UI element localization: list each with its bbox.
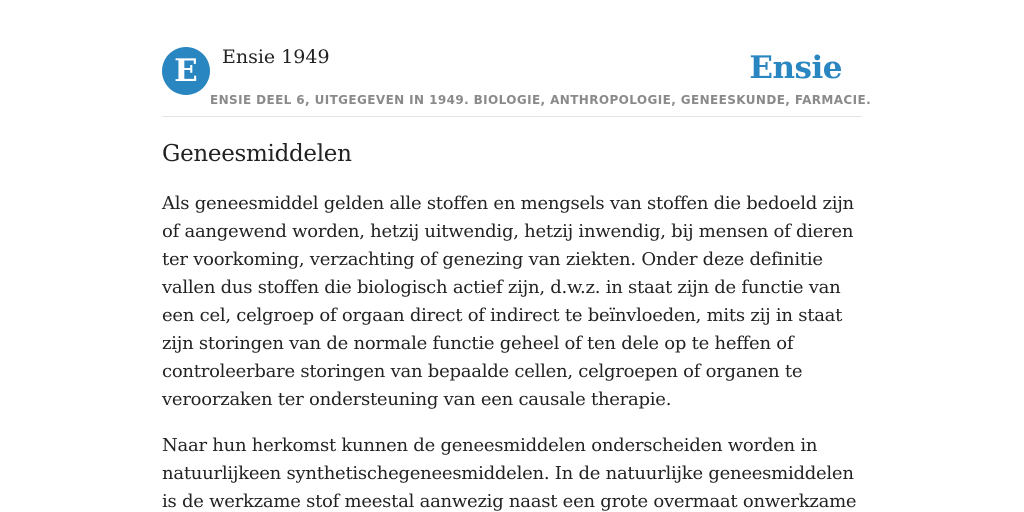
article-paragraph-1: Als geneesmiddel gelden alle stoffen en mengsels van stoffen die bedoeld zijn of aangewend worden, hetzij uitwendig, hetzij inwendig, bij mensen of dieren ter voorkoming, verzachting of genezing van ziekten. Onder deze definitie vallen dus stoffen die biologisch actief zijn, d.w.z. in staat zijn de functie van een cel, celgroep of orgaan direct of indirect te beïnvloeden, mits zij in staat zijn storingen van de normale functie geheel of ten dele op te heffen of controleerbare storingen van bepaalde cellen, celgroepen of organen te veroorzaken ter ondersteuning van een causale therapie. [162,193,854,410]
brand-logo[interactable]: Ensie [749,50,842,86]
logo-icon[interactable]: E [162,47,210,95]
site-title[interactable]: Ensie 1949 [222,46,330,68]
volume-subtitle: ENSIE DEEL 6, UITGEGEVEN IN 1949. BIOLOGIE, ANTHROPOLOGIE, GENEESKUNDE, FARMACIE. [210,93,872,107]
site-header [162,40,872,117]
article-title: Geneesmiddelen [162,141,352,167]
article [162,138,862,512]
article-paragraph-2: Naar hun herkomst kunnen de geneesmiddelen onderscheiden worden in natuurlijkeen synthetischegeneesmiddelen. In de natuurlijke geneesmiddelen is de werkzame stof meestal aanwezig naast een grote overmaat onwerkzame [162,435,857,512]
